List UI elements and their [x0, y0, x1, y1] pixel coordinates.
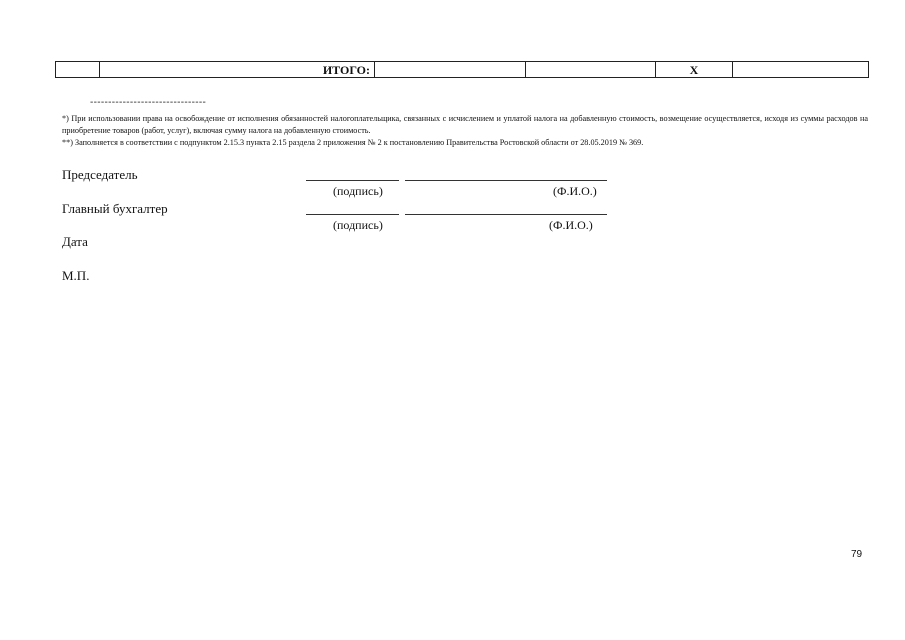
chairman-name-caption: (Ф.И.О.) [553, 184, 597, 198]
chairman-name-line [405, 180, 607, 181]
total-label: ИТОГО: [100, 62, 375, 78]
footnote-2: **) Заполняется в соответствии с подпунктом 2.15.3 пункта 2.15 раздела 2 приложения № 2 к постановлению Правительства Ростовской области от 28.05.2019 № 369. [62, 138, 644, 147]
footnote-separator: -------------------------------- [90, 97, 207, 108]
total-row [56, 62, 869, 78]
footnotes [62, 113, 868, 149]
accountant-signature-line [306, 214, 399, 215]
table-cell [375, 62, 526, 78]
table-cell [526, 62, 656, 78]
stamp-label: М.П. [62, 268, 90, 283]
table-cell [733, 62, 869, 78]
chairman-label: Председатель [62, 167, 138, 182]
chief-accountant-label: Главный бухгалтер [62, 201, 168, 216]
chairman-signature-line [306, 180, 399, 181]
total-row-table [55, 61, 869, 78]
table-cell [56, 62, 100, 78]
x-mark-cell: Х [656, 62, 733, 78]
footnote-1: *) При использовании права на освобождение от исполнения обязанностей налогоплательщика, связанных с исчислением и уплатой налога на добавленную стоимость, возмещение осуществляется, исходя из суммы расходов на приобретение товаров (работ, услуг), включая сумму налога на добавленную стоимость. [62, 114, 868, 135]
chairman-signature-caption: (подпись) [333, 184, 383, 198]
accountant-name-caption: (Ф.И.О.) [549, 218, 593, 232]
accountant-signature-caption: (подпись) [333, 218, 383, 232]
date-label: Дата [62, 234, 88, 249]
page-number: 79 [851, 549, 863, 560]
accountant-name-line [405, 214, 607, 215]
